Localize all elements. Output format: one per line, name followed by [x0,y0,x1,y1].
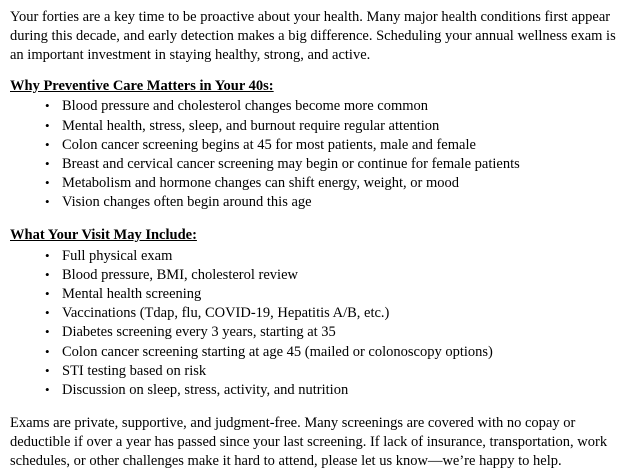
intro-paragraph: Your forties are a key time to be proactive about your health. Many major health conditions first appear during this decade, and early detection makes a big difference. Scheduling your annual wellness exam is an important investment in staying healthy, strong, and active. [10,9,616,63]
list-item: • STI testing based on risk [62,362,618,381]
list-item: • Mental health, stress, sleep, and burnout require regular attention [62,117,618,136]
visit-includes-list [10,247,618,400]
list-item: • Vaccinations (Tdap, flu, COVID-19, Hepatitis A/B, etc.) [62,304,618,323]
list-item: • Mental health screening [62,285,618,304]
list-item: • Metabolism and hormone changes can shift energy, weight, or mood [62,174,618,193]
list-item: • Full physical exam [62,247,618,266]
list-item: • Blood pressure and cholesterol changes become more common [62,97,618,116]
list-item: • Colon cancer screening starting at age 45 (mailed or colonoscopy options) [62,343,618,362]
list-item: • Discussion on sleep, stress, activity, and nutrition [62,381,618,400]
preventive-care-list [10,97,618,212]
section-heading-preventive-care: Why Preventive Care Matters in Your 40s: [10,77,274,94]
closing-paragraph: Exams are private, supportive, and judgment-free. Many screenings are covered with no copay or deductible if over a year has passed since your last screening. If lack of insurance, transportation, work schedules, or other challenges make it hard to attend, please let us know—we’re happy to help. [10,414,608,469]
list-item: • Diabetes screening every 3 years, starting at 35 [62,323,618,342]
list-item: • Colon cancer screening begins at 45 for most patients, male and female [62,136,618,155]
list-item: • Vision changes often begin around this age [62,193,618,212]
list-item: • Blood pressure, BMI, cholesterol review [62,266,618,285]
section-heading-visit-includes: What Your Visit May Include: [10,227,197,244]
list-item: • Breast and cervical cancer screening may begin or continue for female patients [62,155,618,174]
